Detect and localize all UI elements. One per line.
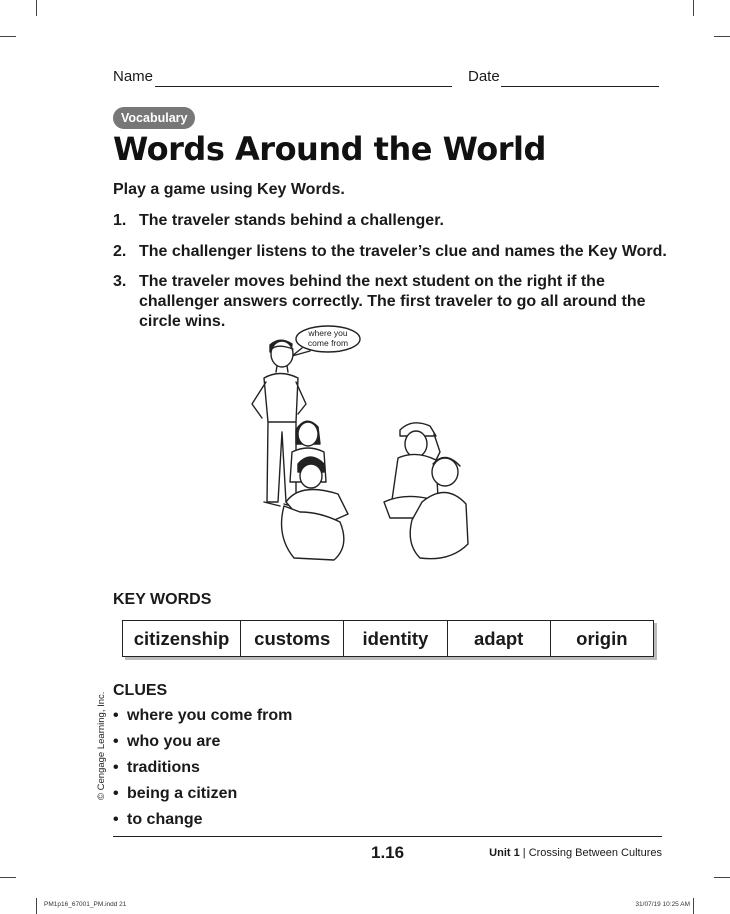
- key-word-cell: identity: [343, 621, 446, 656]
- name-field[interactable]: [155, 86, 452, 87]
- instruction-step: [113, 211, 673, 231]
- page-title: Words Around the World: [113, 130, 546, 168]
- list-item: [113, 731, 292, 757]
- page-number: 1.16: [371, 843, 405, 862]
- key-word-cell: customs: [240, 621, 343, 656]
- crop-mark: [714, 36, 730, 37]
- key-word-cell: origin: [550, 621, 653, 656]
- crop-mark: [36, 898, 37, 914]
- copyright-notice: © Cengage Learning, Inc.: [96, 691, 107, 800]
- step-number: 3.: [113, 273, 127, 290]
- slug-file: PM1p16_67001_PM.indd 21: [44, 901, 127, 908]
- speech-line-2: come from: [307, 338, 349, 348]
- unit-title: Crossing Between Cultures: [528, 847, 662, 859]
- step-number: 1.: [113, 212, 127, 229]
- step-text: The traveler moves behind the next student on the right if the challenger answers correctly. The first traveler to go all around the circle wins.: [139, 273, 646, 330]
- bullet: •: [113, 759, 119, 776]
- date-label: Date: [468, 68, 500, 85]
- crop-mark: [693, 0, 694, 16]
- traveler-figure: [252, 340, 306, 508]
- unit-separator: |: [522, 847, 526, 859]
- clues-heading: CLUES: [113, 682, 168, 699]
- bullet: •: [113, 733, 119, 750]
- vocabulary-badge: Vocabulary: [113, 107, 195, 129]
- game-illustration: [240, 322, 490, 572]
- key-word-cell: adapt: [447, 621, 550, 656]
- key-words-heading: KEY WORDS: [113, 591, 212, 608]
- crop-mark: [0, 877, 16, 878]
- footer-rule: [113, 836, 662, 837]
- clue-text: being a citizen: [127, 785, 238, 802]
- step-number: 2.: [113, 243, 127, 260]
- clue-text: who you are: [127, 733, 221, 750]
- step-text: The traveler stands behind a challenger.: [139, 212, 444, 229]
- bullet: •: [113, 785, 119, 802]
- clue-text: to change: [127, 811, 203, 828]
- date-field[interactable]: [501, 86, 659, 87]
- step-text: The challenger listens to the traveler’s clue and names the Key Word.: [139, 243, 667, 260]
- instruction-step: [113, 242, 673, 262]
- unit-number: Unit 1: [489, 847, 520, 859]
- key-words-table: [122, 620, 654, 657]
- list-item: [113, 783, 292, 809]
- crop-mark: [36, 0, 37, 16]
- list-item: [113, 809, 292, 835]
- list-item: [113, 757, 292, 783]
- key-word-cell: citizenship: [133, 627, 230, 649]
- intro-text: Play a game using Key Words.: [113, 181, 345, 198]
- crop-mark: [0, 36, 16, 37]
- slug-timestamp: 31/07/19 10:25 AM: [635, 901, 690, 908]
- speech-line-1: where you: [308, 328, 348, 338]
- list-item: [113, 705, 292, 731]
- name-label: Name: [113, 68, 154, 85]
- clues-list: [113, 705, 292, 835]
- unit-label: [489, 847, 662, 859]
- bullet: •: [113, 811, 119, 828]
- bullet: •: [113, 707, 119, 724]
- speech-bubble: [292, 326, 360, 356]
- clue-text: where you come from: [127, 707, 293, 724]
- crop-mark: [714, 877, 730, 878]
- crop-mark: [693, 898, 694, 914]
- clue-text: traditions: [127, 759, 200, 776]
